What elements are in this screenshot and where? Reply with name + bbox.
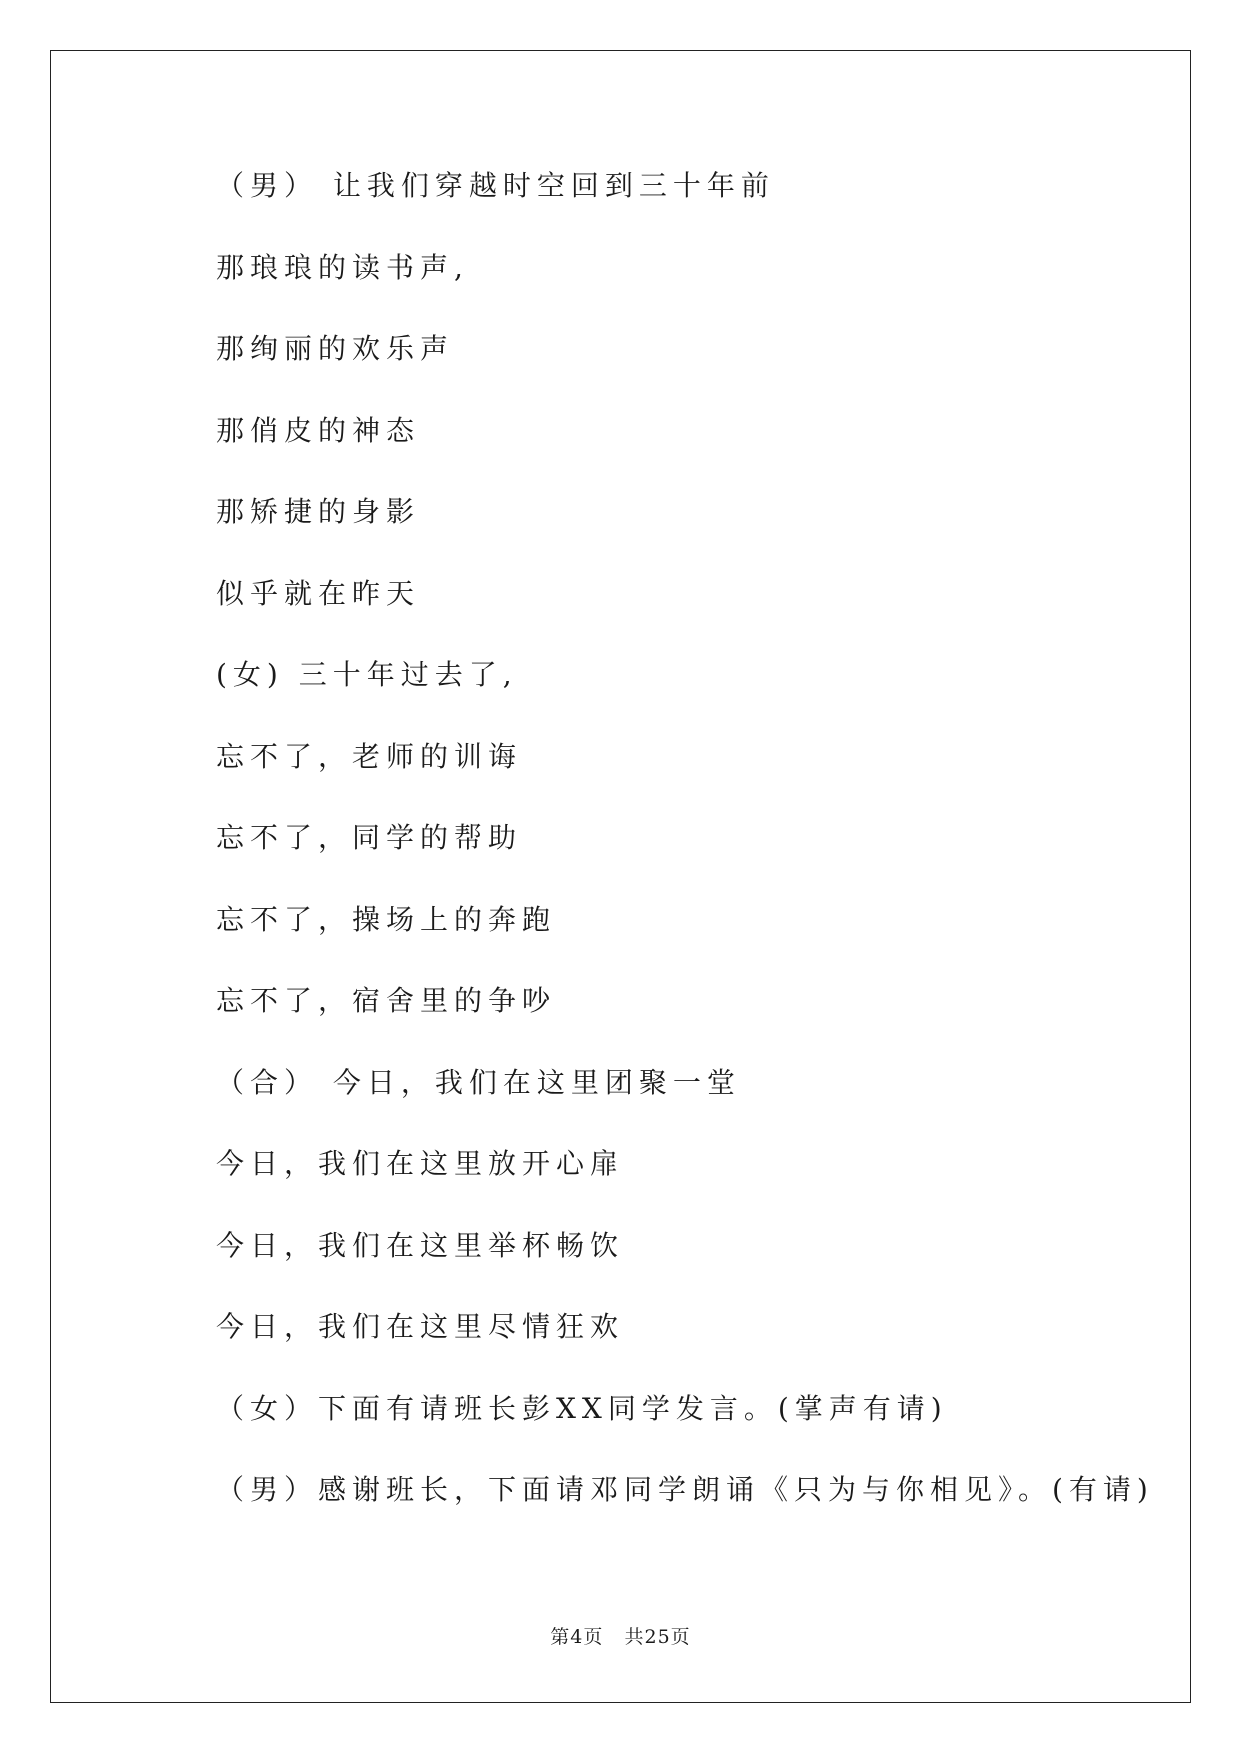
- text-line: 忘不了，同学的帮助: [216, 821, 523, 854]
- text-line: （男）感谢班长，下面请邓同学朗诵《只为与你相见》。(有请): [216, 1473, 1154, 1506]
- text-line: 今日，我们在这里尽情狂欢: [216, 1310, 625, 1343]
- text-line: 忘不了，宿舍里的争吵: [216, 984, 557, 1017]
- text-line: 忘不了，老师的训诲: [216, 739, 523, 773]
- document-body: [216, 169, 1154, 1556]
- text-line: 那俏皮的神态: [216, 413, 421, 447]
- text-line: 今日，我们在这里放开心扉: [216, 1147, 625, 1180]
- text-line: 似乎就在昨天: [216, 576, 421, 610]
- text-line: 那琅琅的读书声,: [216, 250, 469, 284]
- text-line: 那绚丽的欢乐声: [216, 332, 455, 365]
- page-number-footer: 第4页 共25页: [550, 1626, 691, 1648]
- text-line: 忘不了，操场上的奔跑: [216, 902, 557, 936]
- text-line: 今日，我们在这里举杯畅饮: [216, 1228, 625, 1262]
- text-line: （女）下面有请班长彭XX同学发言。(掌声有请): [216, 1391, 948, 1425]
- text-line: (女) 三十年过去了,: [216, 658, 518, 691]
- text-line: （男） 让我们穿越时空回到三十年前: [216, 169, 775, 202]
- text-line: 那矫捷的身影: [216, 495, 421, 528]
- text-line: （合） 今日，我们在这里团聚一堂: [216, 1065, 741, 1099]
